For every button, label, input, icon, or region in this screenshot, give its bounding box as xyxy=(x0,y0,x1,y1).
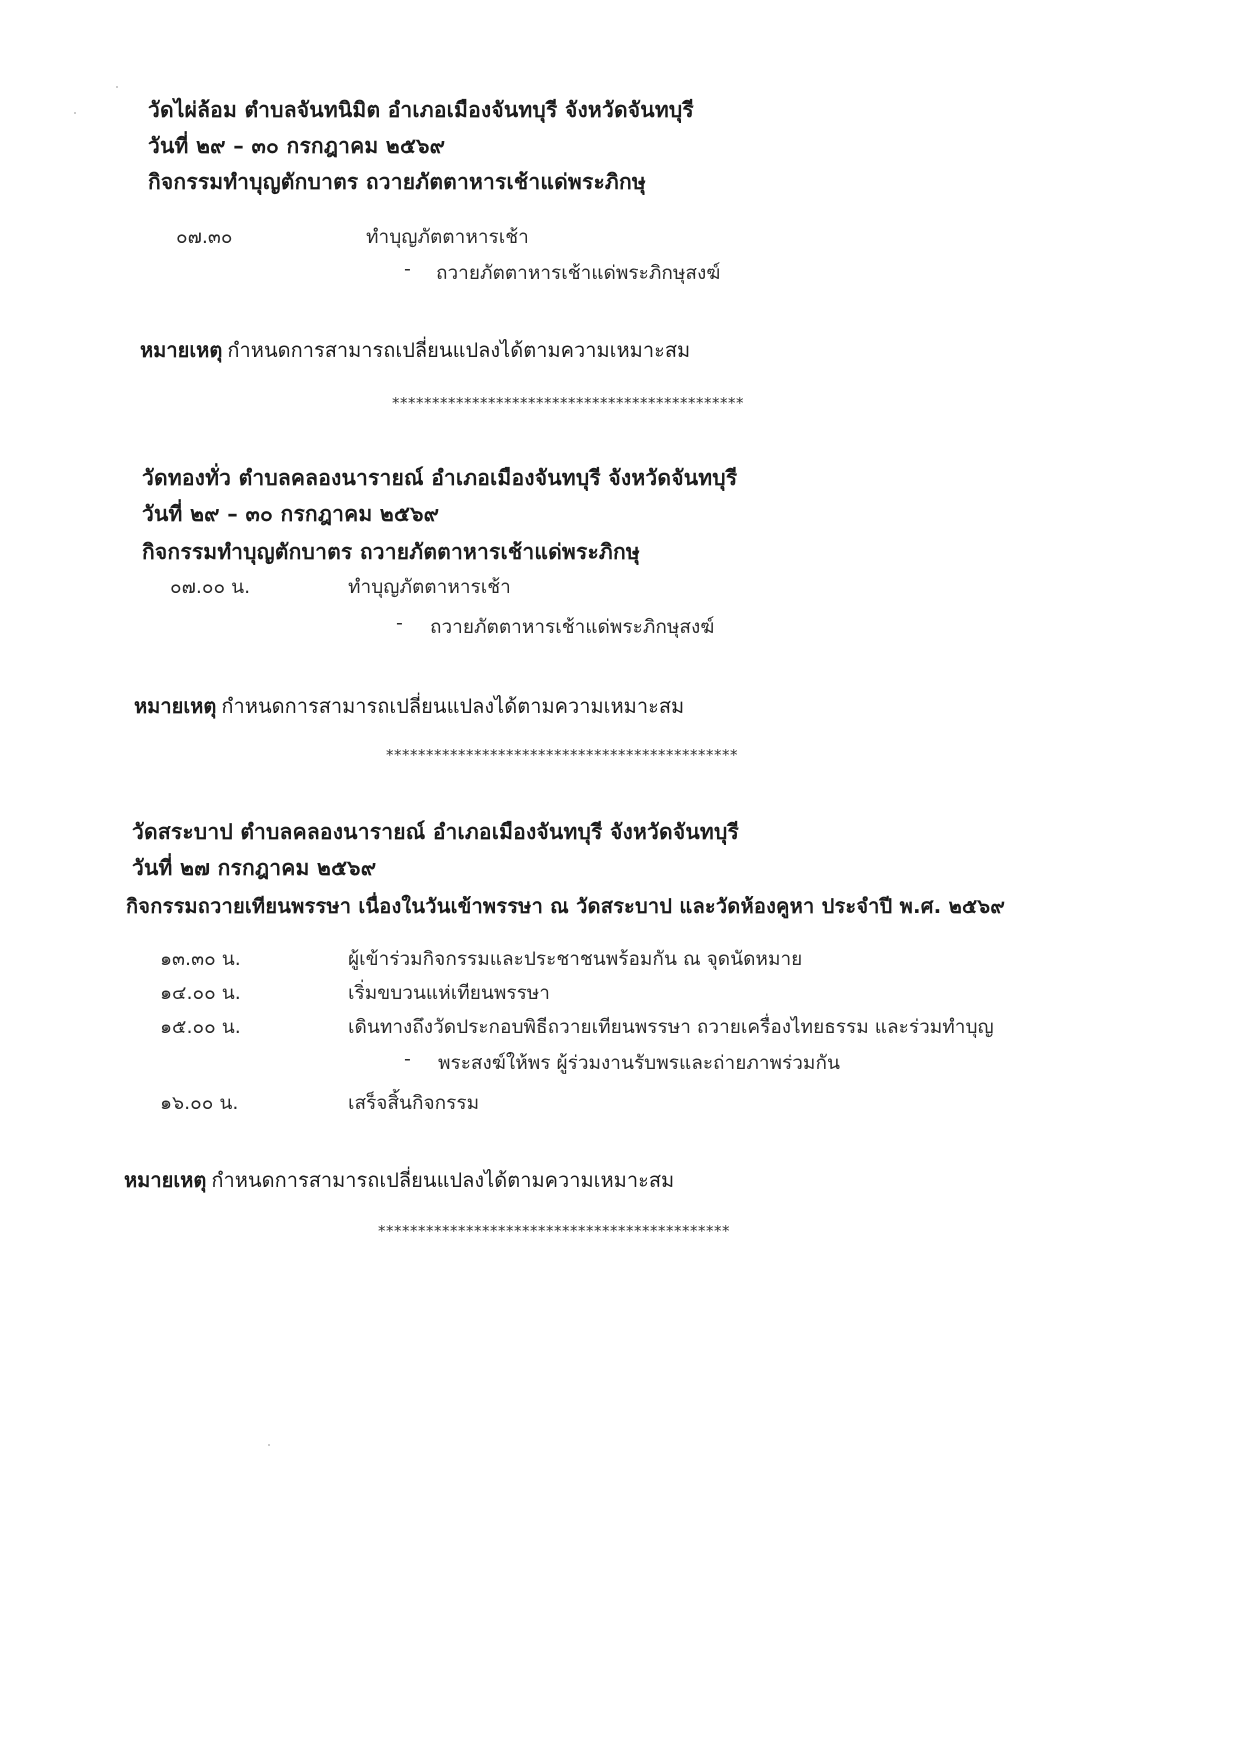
note-text: กำหนดการสามารถเปลี่ยนแปลงได้ตามความเหมาะสม xyxy=(221,694,685,718)
scan-speck xyxy=(116,86,118,88)
schedule-sub: พระสงฆ์ให้พร ผู้ร่วมงานรับพรและถ่ายภาพร่วมกัน xyxy=(438,1052,840,1074)
schedule-time: ๑๖.๐๐ น. xyxy=(160,1092,239,1114)
schedule-time: ๑๔.๐๐ น. xyxy=(160,982,241,1004)
schedule-desc: ทำบุญภัตตาหารเช้า xyxy=(366,226,529,248)
section-header: วัดสระบาป ตำบลคลองนารายณ์ อำเภอเมืองจันทบุรี จังหวัดจันทบุรี xyxy=(132,820,739,844)
separator-asterisks: ******************************************** xyxy=(378,1222,730,1240)
note-line xyxy=(140,334,690,366)
note-text: กำหนดการสามารถเปลี่ยนแปลงได้ตามความเหมาะสม xyxy=(211,1168,675,1192)
section-activity: กิจกรรมถวายเทียนพรรษา เนื่องในวันเข้าพรรษา ณ วัดสระบาป และวัดห้องคูหา ประจำปี พ.ศ. ๒๕๖๙ xyxy=(126,894,1006,918)
section-date: วันที่ ๒๙ – ๓๐ กรกฎาคม ๒๕๖๙ xyxy=(142,502,440,526)
note-line xyxy=(134,690,684,722)
schedule-desc: ทำบุญภัตตาหารเช้า xyxy=(348,576,511,598)
separator-asterisks: ******************************************** xyxy=(386,746,738,764)
schedule-time: ๐๗.๐๐ น. xyxy=(170,576,251,598)
section-header: วัดทองทั่ว ตำบลคลองนารายณ์ อำเภอเมืองจันทบุรี จังหวัดจันทบุรี xyxy=(142,466,738,490)
sub-item-dash: - xyxy=(404,258,411,280)
schedule-desc: เริ่มขบวนแห่เทียนพรรษา xyxy=(348,982,550,1004)
sub-item-dash: - xyxy=(404,1048,411,1070)
scan-speck xyxy=(268,1444,270,1446)
schedule-time: ๐๗.๓๐ xyxy=(176,226,233,248)
section-date: วันที่ ๒๗ กรกฎาคม ๒๕๖๙ xyxy=(132,856,377,880)
note-label: หมายเหตุ xyxy=(124,1168,207,1192)
section-date: วันที่ ๒๙ – ๓๐ กรกฎาคม ๒๕๖๙ xyxy=(148,134,446,158)
note-label: หมายเหตุ xyxy=(140,338,223,362)
note-label: หมายเหตุ xyxy=(134,694,217,718)
schedule-sub: ถวายภัตตาหารเช้าแด่พระภิกษุสงฆ์ xyxy=(436,262,721,284)
schedule-time: ๑๕.๐๐ น. xyxy=(160,1016,241,1038)
note-line xyxy=(124,1164,674,1196)
section-activity: กิจกรรมทำบุญตักบาตร ถวายภัตตาหารเช้าแด่พระภิกษุ xyxy=(148,170,646,194)
schedule-time: ๑๓.๓๐ น. xyxy=(160,948,241,970)
section-header: วัดไผ่ล้อม ตำบลจันทนิมิต อำเภอเมืองจันทบุรี จังหวัดจันทบุรี xyxy=(148,98,694,122)
schedule-desc: เดินทางถึงวัดประกอบพิธีถวายเทียนพรรษา ถวายเครื่องไทยธรรม และร่วมทำบุญ xyxy=(348,1016,994,1038)
separator-asterisks: ******************************************** xyxy=(392,394,744,412)
schedule-sub: ถวายภัตตาหารเช้าแด่พระภิกษุสงฆ์ xyxy=(430,616,715,638)
sub-item-dash: - xyxy=(396,612,403,634)
schedule-desc: เสร็จสิ้นกิจกรรม xyxy=(348,1092,480,1114)
schedule-desc: ผู้เข้าร่วมกิจกรรมและประชาชนพร้อมกัน ณ จุดนัดหมาย xyxy=(348,948,803,970)
note-text: กำหนดการสามารถเปลี่ยนแปลงได้ตามความเหมาะสม xyxy=(227,338,691,362)
scan-speck xyxy=(74,112,76,114)
section-activity: กิจกรรมทำบุญตักบาตร ถวายภัตตาหารเช้าแด่พระภิกษุ xyxy=(142,540,640,564)
